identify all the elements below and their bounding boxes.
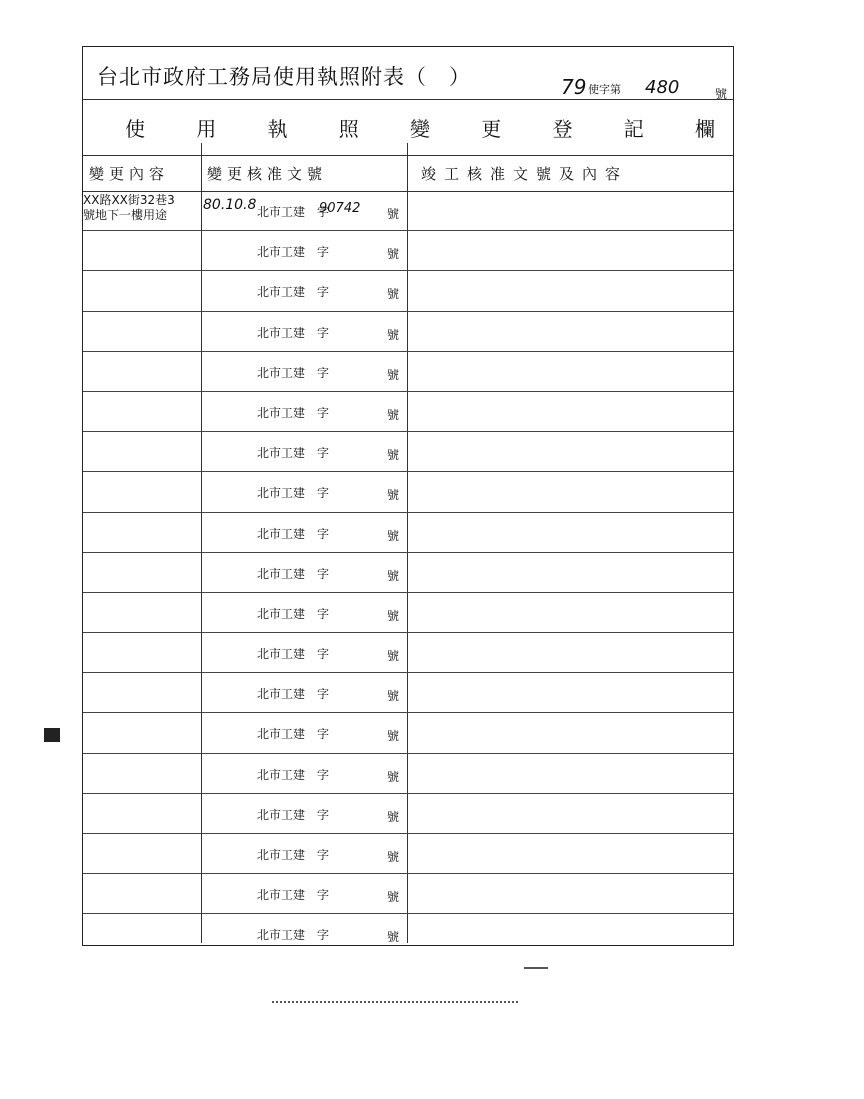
approval-suffix: 號 xyxy=(386,247,399,262)
approval-doc-cell xyxy=(201,874,407,913)
change-content-cell xyxy=(83,352,201,393)
change-content-text: 號地下一樓用途 xyxy=(83,208,168,222)
approval-number: 90742 xyxy=(319,201,361,216)
approval-label: 北市工建 字 xyxy=(257,526,330,541)
record-row xyxy=(83,271,733,311)
approval-label: 北市工建 字 xyxy=(257,325,330,340)
approval-label: 北市工建 字 xyxy=(257,245,330,260)
approval-label: 北市工建 字 xyxy=(257,606,330,621)
column-header-row xyxy=(83,155,733,192)
approval-suffix: 號 xyxy=(386,769,399,784)
approval-doc-cell xyxy=(201,191,407,230)
approval-label: 北市工建 字 xyxy=(257,888,330,903)
approval-label: 北市工建 字 xyxy=(257,446,330,461)
completion-doc-cell xyxy=(407,271,733,310)
completion-doc-cell xyxy=(407,633,733,672)
completion-doc-cell xyxy=(407,553,733,592)
section-heading xyxy=(125,113,715,142)
column-header-approval-doc: 變更核准文號 xyxy=(207,165,328,183)
completion-doc-cell xyxy=(407,593,733,632)
change-content-cell xyxy=(83,874,201,915)
section-heading-char: 執 xyxy=(267,117,288,141)
completion-doc-cell xyxy=(407,874,733,913)
scan-dotted-line xyxy=(272,1001,518,1003)
title-row xyxy=(83,47,733,100)
section-heading-char: 更 xyxy=(481,117,502,141)
completion-doc-cell xyxy=(407,312,733,351)
completion-doc-cell xyxy=(407,914,733,953)
approval-suffix: 號 xyxy=(386,930,399,945)
approval-suffix: 號 xyxy=(386,367,399,382)
completion-doc-cell xyxy=(407,673,733,712)
approval-label: 北市工建 字 xyxy=(257,848,330,862)
license-type: 使字第 xyxy=(588,83,621,96)
completion-doc-cell xyxy=(407,191,733,230)
section-heading-char: 用 xyxy=(196,117,217,141)
approval-suffix: 號 xyxy=(386,850,399,864)
approval-suffix: 號 xyxy=(386,890,399,905)
approval-doc-cell xyxy=(201,673,407,712)
record-rows xyxy=(83,191,733,954)
completion-doc-cell xyxy=(407,834,733,873)
record-row xyxy=(83,312,733,352)
completion-doc-cell xyxy=(407,392,733,431)
approval-doc-cell xyxy=(201,794,407,833)
license-year: 79 xyxy=(561,75,587,99)
record-row xyxy=(83,673,733,713)
change-content-cell xyxy=(83,633,201,674)
change-content-cell xyxy=(83,553,201,594)
approval-doc-cell xyxy=(201,553,407,592)
scan-edge-mark xyxy=(44,728,60,742)
section-heading-char: 使 xyxy=(125,117,145,141)
record-row xyxy=(83,834,733,874)
approval-suffix: 號 xyxy=(386,568,399,583)
change-content-cell xyxy=(83,794,201,835)
approval-suffix: 號 xyxy=(386,327,399,342)
approval-doc-cell xyxy=(201,231,407,270)
approval-label: 北市工建 字 xyxy=(257,767,330,782)
approval-doc-cell xyxy=(201,392,407,431)
approval-label: 北市工建 字 xyxy=(257,727,330,742)
change-content-cell xyxy=(83,754,201,795)
record-row xyxy=(83,754,733,794)
approval-doc-cell xyxy=(201,352,407,391)
approval-label: 北市工建 字 xyxy=(257,285,330,300)
change-content-cell xyxy=(83,914,201,955)
approval-suffix: 號 xyxy=(386,528,399,543)
record-row xyxy=(83,231,733,271)
approval-suffix: 號 xyxy=(386,809,399,824)
record-row xyxy=(83,472,733,512)
column-header-change-content: 變更內容 xyxy=(89,165,170,183)
approval-doc-cell xyxy=(201,713,407,752)
record-row xyxy=(83,432,733,472)
approval-label: 北市工建 字 xyxy=(257,405,330,420)
approval-label: 北市工建 字 xyxy=(257,928,330,943)
section-heading-char: 照 xyxy=(338,117,359,141)
approval-doc-cell xyxy=(201,312,407,351)
approval-label: 北市工建 字 xyxy=(257,647,330,662)
change-content-cell xyxy=(83,392,201,433)
change-content-cell xyxy=(83,472,201,513)
approval-suffix: 號 xyxy=(386,608,399,623)
approval-label: 北市工建 字 xyxy=(257,365,330,380)
approval-doc-cell xyxy=(201,513,407,552)
approval-suffix: 號 xyxy=(386,488,399,503)
record-row xyxy=(83,352,733,392)
record-row xyxy=(83,914,733,953)
approval-date: 80.10.8 xyxy=(203,197,257,213)
completion-doc-cell xyxy=(407,231,733,270)
record-row xyxy=(83,553,733,593)
completion-doc-cell xyxy=(407,472,733,511)
approval-suffix: 號 xyxy=(386,448,399,463)
completion-doc-cell xyxy=(407,754,733,793)
completion-doc-cell xyxy=(407,794,733,833)
license-number: 480 xyxy=(645,77,680,98)
approval-doc-cell xyxy=(201,914,407,953)
record-row xyxy=(83,874,733,914)
license-suffix: 號 xyxy=(715,87,728,101)
scan-dash xyxy=(524,967,548,969)
change-content-cell xyxy=(83,513,201,554)
column-header-completion-doc: 竣工核准文號及內容 xyxy=(421,165,629,183)
section-heading-char: 登 xyxy=(552,117,573,141)
change-content-cell xyxy=(83,593,201,634)
approval-doc-cell xyxy=(201,593,407,632)
change-content-cell xyxy=(83,312,201,353)
change-content-text: XX路XX街32巷3 xyxy=(83,193,175,207)
license-appendix-form xyxy=(82,46,734,946)
completion-doc-cell xyxy=(407,713,733,752)
record-row xyxy=(83,713,733,753)
record-row xyxy=(83,593,733,633)
change-content-cell xyxy=(83,191,201,232)
approval-label: 北市工建 字 xyxy=(257,687,330,702)
change-content-cell xyxy=(83,432,201,473)
change-content-cell xyxy=(83,834,201,875)
change-content-cell xyxy=(83,231,201,272)
change-content-cell xyxy=(83,673,201,714)
approval-suffix: 號 xyxy=(386,207,399,221)
approval-label: 北市工建 字 xyxy=(257,566,330,581)
approval-suffix: 號 xyxy=(386,729,399,744)
approval-suffix: 號 xyxy=(386,649,399,664)
approval-label: 北市工建 字 xyxy=(257,486,330,501)
approval-suffix: 號 xyxy=(386,407,399,422)
form-title: 台北市政府工務局使用執照附表（ ） xyxy=(97,65,471,89)
approval-doc-cell xyxy=(201,633,407,672)
record-row xyxy=(83,191,733,231)
approval-doc-cell xyxy=(201,754,407,793)
change-content-cell xyxy=(83,713,201,754)
completion-doc-cell xyxy=(407,352,733,391)
completion-doc-cell xyxy=(407,513,733,552)
approval-doc-cell xyxy=(201,432,407,471)
section-heading-row xyxy=(83,99,733,156)
section-heading-char: 欄 xyxy=(695,117,715,141)
approval-suffix: 號 xyxy=(386,287,399,302)
approval-doc-cell xyxy=(201,271,407,310)
approval-doc-cell xyxy=(201,834,407,873)
record-row xyxy=(83,513,733,553)
approval-suffix: 號 xyxy=(386,689,399,704)
completion-doc-cell xyxy=(407,432,733,471)
record-row xyxy=(83,794,733,834)
change-content-cell xyxy=(83,271,201,312)
section-heading-char: 變 xyxy=(410,117,430,141)
approval-doc-cell xyxy=(201,472,407,511)
approval-label: 北市工建 字 xyxy=(257,205,330,219)
record-row xyxy=(83,633,733,673)
approval-label: 北市工建 字 xyxy=(257,807,330,822)
record-row xyxy=(83,392,733,432)
section-heading-char: 記 xyxy=(623,117,644,141)
